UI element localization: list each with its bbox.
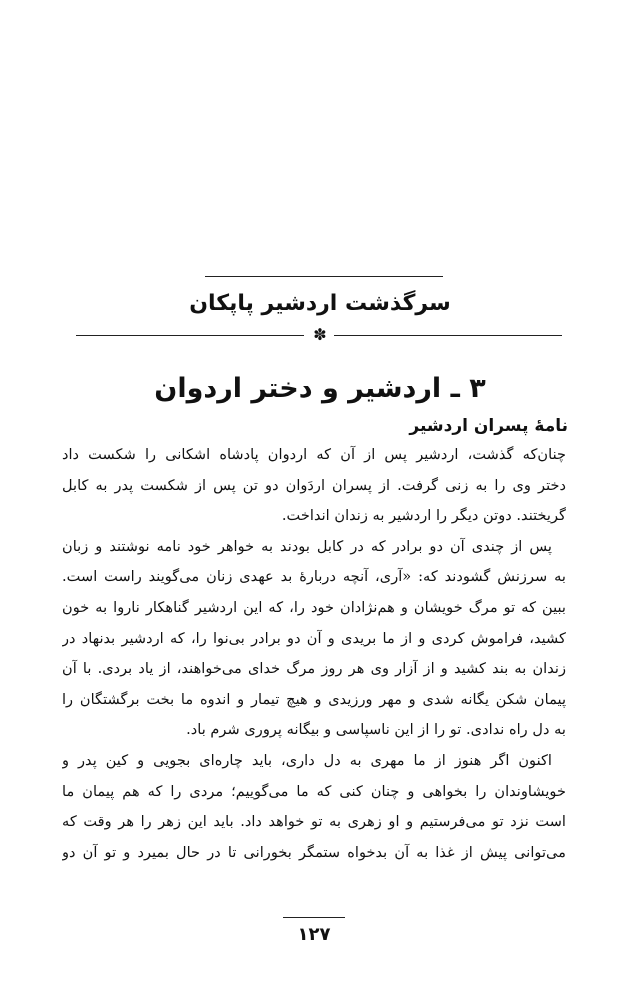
footer-rule [283, 917, 345, 918]
body-text [62, 440, 566, 868]
text-line: پس از چندی آن دو برادر که در کابل بودند به خواهر خود نامه نوشتند و زبان [62, 537, 552, 555]
header-rule-top [205, 276, 443, 277]
page-number: ۱۲۷ [297, 924, 331, 945]
text-line: است نزد تو می‌فرستیم و او زهری به تو خواهد داد. باید این زهر را هر وقت که [62, 813, 566, 831]
text-line: چنان‌که گذشت، اردشیر پس از آن که اردوان پادشاه اشکانی را شکست داد [62, 446, 566, 463]
header-ornament-divider [76, 325, 562, 344]
text-line: خویشاوندان را بخواهی و چنان کنی که ما می‌گوییم؛ مردی را که هم پیمان ما [62, 782, 566, 800]
chapter-title: ۳ ـ اردشیر و دختر اردوان [154, 373, 486, 404]
divider-line-right [334, 335, 562, 336]
text-line: پیمان شکن یگانه شدی و مهر ورزیدی و هیچ تیمار و اندوه ما بخت برگشتگان را [62, 690, 566, 708]
text-line: زندان به بند کشید و از آزار وی هر روز مرگ خدای می‌خواهند، از یاد بردی. با آن [62, 660, 566, 678]
text-line: کشید، فراموش کردی و از ما بریدی و آن دو برادر بی‌نوا را، که اردشیر بدنهاد در [62, 629, 566, 647]
section-title: نامهٔ پسران اردشیر [409, 416, 568, 436]
ornament-flower-icon: ✽ [313, 325, 327, 344]
text-line: گریختند. دوتن دیگر را اردشیر به زندان انداخت. [281, 507, 566, 525]
running-title: سرگذشت اردشیر پاپکان [189, 291, 451, 316]
text-line: به سرزنش گشودند که: «آری، آنچه دربارهٔ بد عهدی زنان می‌گویند راست است. [62, 568, 566, 586]
text-line: دختر وی را به زنی گرفت. از پسران اردَوان دو تن پس از شکست پدر به کابل [62, 476, 566, 494]
text-line: به دل راه ندادی. تو را از این ناسپاسی و بیگانه پروری شرم باد. [186, 721, 566, 739]
text-line: می‌توانی پیش از غذا به آن بدخواه ستمگر بخورانی تا در حال بمیرد و تو آن دو [62, 843, 566, 861]
text-line: ببین که تو مرگ خویشان و هم‌نژادان خود را، که این اردشیر گناهکار ناروا به خون [62, 598, 566, 616]
text-line: اکنون اگر هنوز از ما مهری به دل داری، باید چاره‌ای بجویی و کین پدر و [62, 751, 552, 769]
divider-line-left [76, 335, 304, 336]
